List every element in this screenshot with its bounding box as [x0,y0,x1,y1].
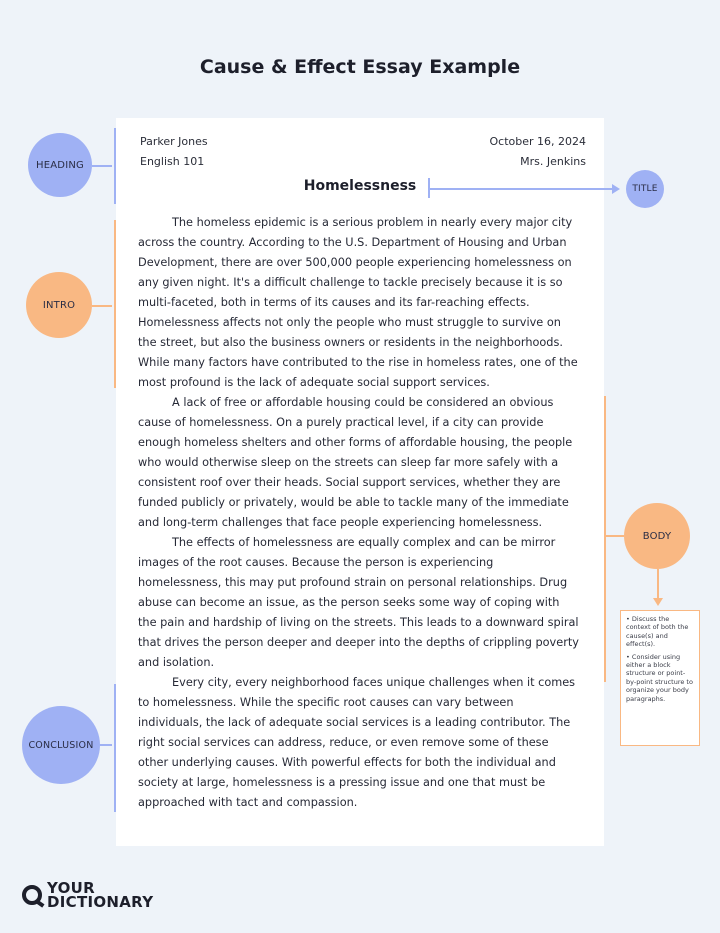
conclusion-label: CONCLUSION [22,706,100,784]
intro-connector [92,305,112,307]
intro-label: INTRO [26,272,92,338]
essay-date: October 16, 2024 [489,135,586,148]
intro-bracket [114,220,116,388]
conclusion-bracket [114,684,116,812]
essay-body [138,213,580,813]
body-paragraph-1: A lack of free or affordable housing could be considered an obvious cause of homelessness. On a purely practical level, if a city can provide enough homeless shelters and other forms of affordable housing, the people who would otherwise sleep on the streets can sleep far more safely with a consistent roof over their heads. Social support services, whether they are funded publicly or privately, would be able to tackle many of the immediate and long-term challenges that face people experiencing homelessness. [138,396,573,529]
heading-label: HEADING [28,133,92,197]
body-tip-2: • Consider using either a block structure or point-by-point structure to organize your body paragraphs. [626,652,693,703]
title-label: TITLE [626,170,664,208]
body-tips-box [620,610,700,746]
teacher-name: Mrs. Jenkins [520,155,586,168]
heading-bracket [114,128,116,204]
intro-paragraph: The homeless epidemic is a serious problem in nearly every major city across the country. According to the U.S. Department of Housing and Urban Development, there are over 500,000 people experiencing homelessness on any given night. It's a difficult challenge to tackle precisely because it is so multi-faceted, both in terms of its causes and its far-reaching effects. Homelessness affects not only the people who must struggle to survive on the street, but also the business owners or residents in the neighborhoods. While many factors have contributed to the rise in homeless rates, one of the most profound is the lack of adequate social support services. [138,216,578,389]
body-note-arrow-icon [653,598,663,606]
essay-header-left [140,132,208,172]
conclusion-connector [100,744,112,746]
essay-header-right [489,132,586,172]
body-connector [606,535,624,537]
body-label: BODY [624,503,690,569]
page-title: Cause & Effect Essay Example [199,56,521,78]
body-note-connector [657,569,659,599]
course-name: English 101 [140,155,205,168]
body-bracket [604,396,606,682]
title-connector [430,188,614,190]
logo-magnifier-icon [22,885,42,905]
conclusion-paragraph: Every city, every neighborhood faces unique challenges when it comes to homelessness. While the specific root causes can vary between individuals, the lack of adequate social services is a leading contributor. The right social services can address, reduce, or even remove some of these other underlying causes. With powerful effects for both the individual and society at large, homelessness is a pressing issue and one that must be approached with tact and compassion. [138,676,576,809]
author-name: Parker Jones [140,135,208,148]
yourdictionary-logo [22,881,153,909]
title-arrow-icon [612,184,620,194]
body-tip-1: • Discuss the context of both the cause(s) and effect(s). [626,615,689,649]
body-paragraph-2: The effects of homelessness are equally complex and can be mirror images of the root causes. Because the person is experiencing homelessness, this may put profound strain on personal relationships. Drug abuse can become an issue, as the person seeks some way of coping with the pain and hardship of living on the streets. This leads to a downward spiral that drives the person deeper and deeper into the depths of crippling poverty and isolation. [138,536,579,669]
heading-connector [92,165,112,167]
essay-title: Homelessness [303,178,417,194]
logo-wordmark: YOUR DICTIONARY [47,879,154,911]
